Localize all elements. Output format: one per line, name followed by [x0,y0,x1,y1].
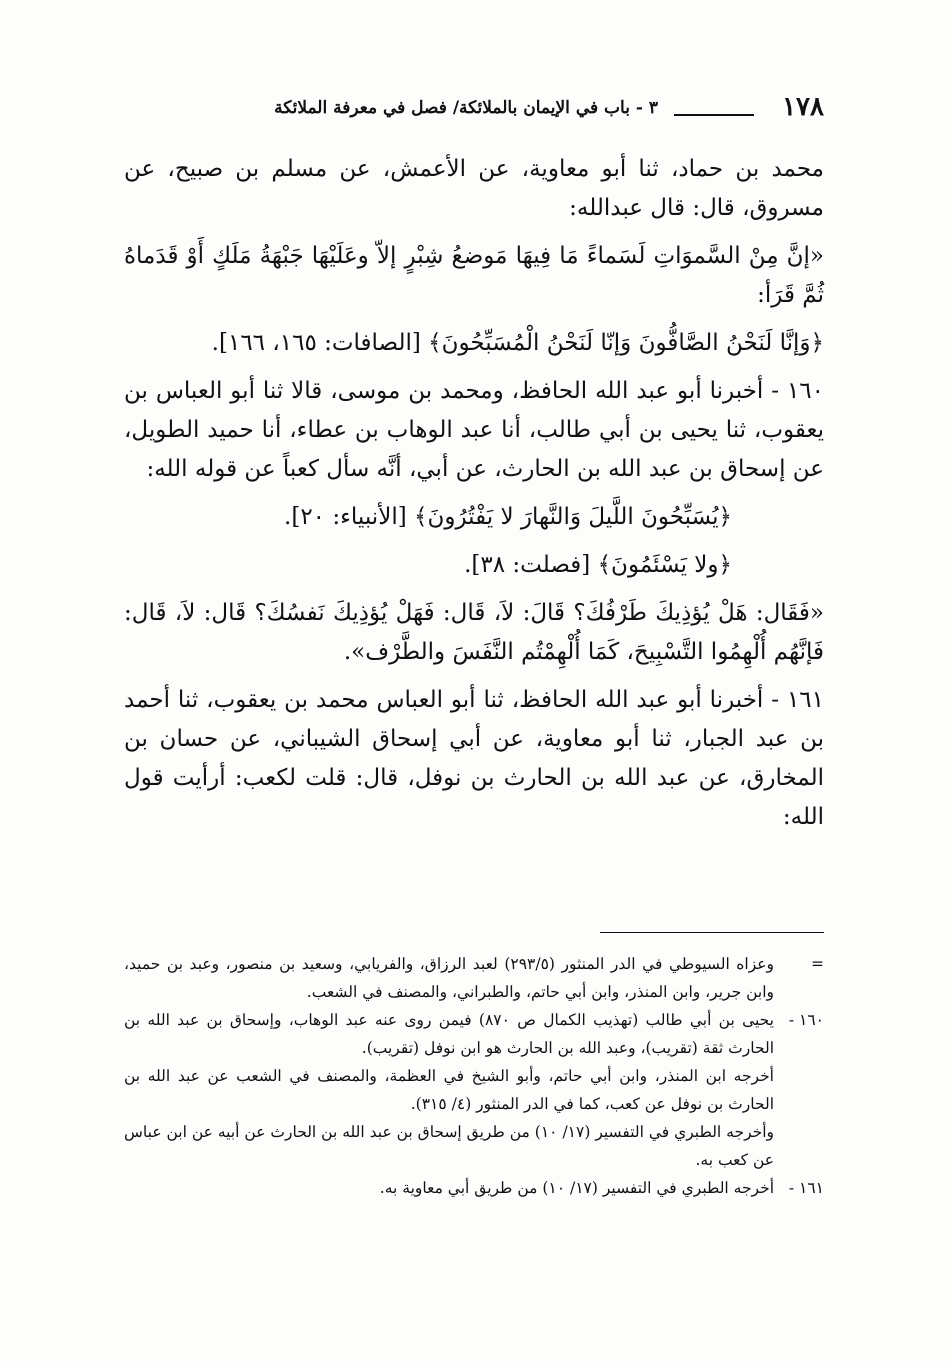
paragraph-isnad: محمد بن حماد، ثنا أبو معاوية، عن الأعمش، عن مسلم بن صبيح، عن مسروق، قال: قال عبدالله: [124,156,824,221]
running-title: ٣ - باب في الإيمان بالملائكة/ فصل في معرفة الملائكة [274,98,658,118]
quran-verse-saffat: ﴿وَإنَّا لَنَحْنُ الصَّافُّونَ وَإنّا لَنَحْنُ الْمُسَبِّحُونَ﴾ [الصافات: ١٦٥، ١٦٦]. [211,330,824,356]
paragraph-hadith-160: ١٦٠ - أخبرنا أبو عبد الله الحافظ، ومحمد بن موسى، قالا ثنا أبو العباس بن يعقوب، ثنا يحيى بن أبي طالب، أنا عبد الوهاب بن عطاء، أنا حميد الطويل، عن إسحاق بن عبد الله بن الحارث، عن أبي، أنَّه سأل كعباً عن قوله الله: [124,378,824,482]
footnote-text: وأخرجه الطبري في التفسير (١٧/ ١٠) من طريق إسحاق بن عبد الله بن الحارث عن أبيه عن ابن عباس عن كعب به. [124,1123,774,1169]
footnotes [124,950,824,1202]
page-number: ١٧٨ [782,92,824,122]
footnote-text: وعزاه السيوطي في الدر المنثور (٢٩٣/٥) لعبد الرزاق، والفريابي، وسعيد بن منصور، وعبد بن حميد، وابن جرير، وابن المنذر، وابن أبي حاتم، والطبراني، والمصنف في الشعب. [124,955,775,1001]
page-header [100,92,824,132]
footnote-text: أخرجه ابن المنذر، وابن أبي حاتم، وأبو الشيخ في العظمة، والمصنف في الشعب عن عبد الله بن الحارث بن نوفل عن كعب، كما في الدر المنثور (٤/ ٣١٥). [124,1067,774,1113]
main-text [124,150,824,846]
footnote-160 [124,1006,824,1174]
footnote-separator [600,932,824,933]
footnote-161 [124,1174,824,1202]
footnote-continued [124,950,824,1006]
quran-verse-anbiya: ﴿يُسَبِّحُونَ اللَّيلَ وَالنَّهارَ لا يَفْتُرُونَ﴾ [الأنبياء: ٢٠]. [284,504,732,530]
footnote-marker: = [811,955,824,973]
paragraph-kaab-answer: «فَقَال: هَلْ يُؤذِيكَ طَرْفُكَ؟ قَالَ: لاَ، قَال: فَهَلْ يُؤذِيكَ نَفسُكَ؟ قَال: لاَ، قَال: فَإنَّهُم أُلْهِمُوا التَّسْبِيحَ، كَمَا أُلْهِمْتُم النَّفَسَ والطَّرْف». [124,600,824,665]
quran-verse-fussilat: ﴿ولا يَسْئَمُونَ﴾ [فصلت: ٣٨]. [464,552,732,578]
header-rule [674,114,754,116]
paragraph-hadith-quote: «إنَّ مِنْ السَّموَاتِ لَسَماءً مَا فِيهَا مَوضعُ شِبْرٍ إلاّ وعَلَيْهَا جَبْهَةُ مَلَكٍ أَوْ قَدَماهُ ثُمَّ قَرَأ: [124,243,824,308]
paragraph-hadith-161: ١٦١ - أخبرنا أبو عبد الله الحافظ، ثنا أبو العباس محمد بن يعقوب، ثنا أحمد بن عبد الجبار، ثنا أبو معاوية، عن أبي إسحاق الشيباني، عن حسان بن المخارق، عن عبد الله بن الحارث بن نوفل، قال: قلت لكعب: أرأيت قول الله: [124,687,824,830]
footnote-text: أخرجه الطبري في التفسير (١٧/ ١٠) من طريق أبي معاوية به. [379,1179,774,1197]
footnote-marker: ١٦٠ - [788,1011,824,1029]
footnote-text: يحيى بن أبي طالب (تهذيب الكمال ص ٨٧٠) فيمن روى عنه عبد الوهاب، وإسحاق بن عبد الله بن الحارث ثقة (تقريب)، وعبد الله بن الحارث هو ابن نوفل (تقريب). [124,1011,774,1057]
footnote-marker: ١٦١ - [788,1179,824,1197]
